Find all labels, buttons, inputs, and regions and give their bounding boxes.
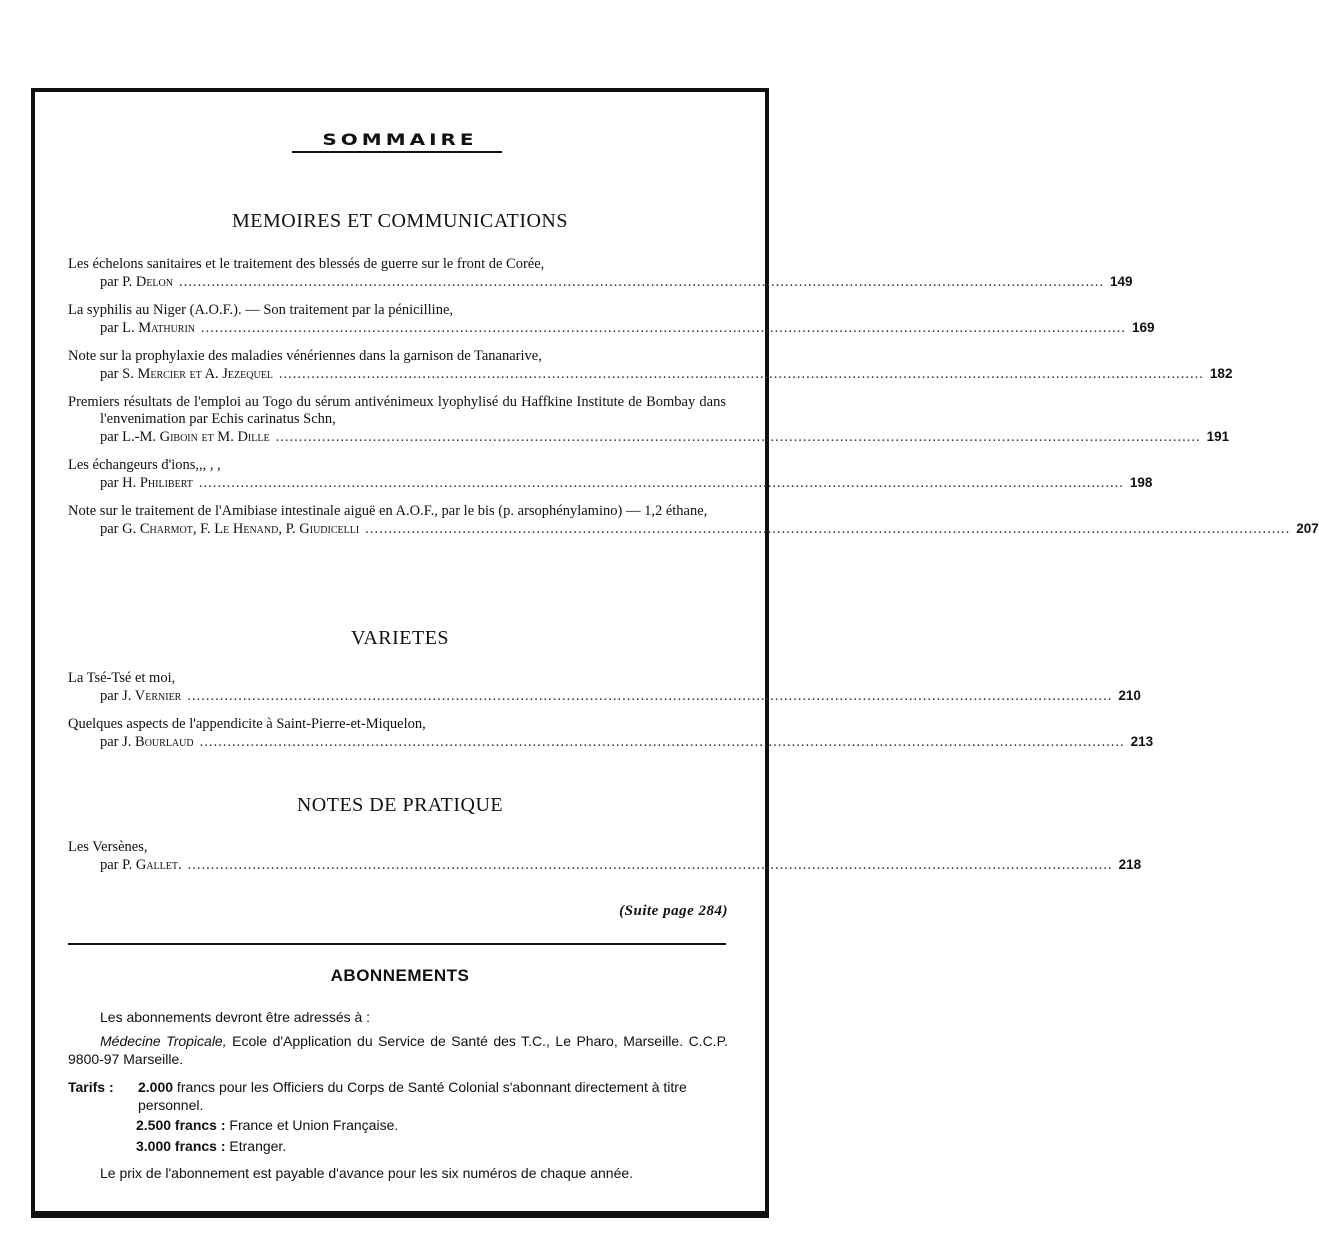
- abonnements-intro-text: Les abonnements devront être adressés à :: [100, 1009, 371, 1025]
- address-text: Ecole d'Application du Service de Santé des T.C., Le Pharo, Marseille. C.C.P. 9800-97 Marseille.: [68, 1033, 728, 1067]
- tarif-3: [68, 1137, 728, 1155]
- toc-entry-title: Quelques aspects de l'appendicite à Saint-Pierre-et-Miquelon,: [68, 716, 426, 732]
- toc-entry-title: Les échangeurs d'ions,,, , ,: [68, 457, 221, 473]
- tarif-3-price: 3.000 francs :: [136, 1138, 226, 1154]
- entries-varietes: [68, 670, 1154, 762]
- toc-entry-page: 218: [1118, 857, 1142, 872]
- toc-entry: [68, 256, 1133, 291]
- section-divider: [68, 943, 726, 945]
- toc-entry-author-block: [100, 734, 194, 751]
- toc-entry-title: La Tsé-Tsé et moi,: [68, 670, 176, 686]
- tarif-1-text: francs pour les Officiers du Corps de Santé Colonial s'abonnant directement à titre personnel.: [138, 1079, 687, 1113]
- section-heading-notes: NOTES DE PRATIQUE: [296, 794, 504, 816]
- toc-entry: [68, 394, 1230, 446]
- toc-entry-page: 169: [1132, 320, 1155, 335]
- sommaire-underline: [292, 151, 502, 153]
- toc-entry-author: L. Mathurin: [122, 320, 196, 336]
- toc-leader-dots: ........................................................................................................................................................................................................: [178, 274, 1104, 290]
- toc-entry-byline: [68, 365, 1233, 383]
- toc-entry: [68, 670, 1141, 705]
- toc-entry-author-prefix: par: [100, 320, 119, 336]
- toc-entry-author-block: [100, 320, 195, 337]
- tarif-1-price: 2.000: [138, 1079, 174, 1095]
- toc-entry-author-block: [100, 366, 273, 383]
- tarif-2-text: France et Union Française.: [225, 1117, 399, 1133]
- journal-name: Médecine Tropicale,: [100, 1033, 227, 1049]
- abonnements-note-text: Le prix de l'abonnement est payable d'avance pour les six numéros de chaque année.: [100, 1165, 634, 1181]
- toc-entry-title: Premiers résultats de l'emploi au Togo du sérum antivénimeux lyophylisé du Haffkine Institute de Bombay dans l'envenimation par Echis carinatus Schn,: [68, 394, 726, 427]
- entries-notes: [68, 839, 1142, 885]
- toc-entry: [68, 716, 1154, 751]
- section-heading-varietes: VARIETES: [350, 627, 450, 649]
- toc-entry-author-block: [100, 274, 173, 291]
- tarif-1: [138, 1078, 728, 1114]
- section-heading-memoires: MEMOIRES ET COMMUNICATIONS: [232, 210, 568, 232]
- toc-entry: [68, 348, 1233, 383]
- toc-entry-author-block: [100, 521, 359, 538]
- toc-entry-author-prefix: par: [100, 734, 119, 750]
- toc-entry-title: Note sur la prophylaxie des maladies vénériennes dans la garnison de Tananarive,: [68, 348, 542, 364]
- abonnements-intro: [68, 1008, 728, 1026]
- toc-entry-byline: [68, 474, 1153, 492]
- entries-memoires: [68, 256, 1319, 549]
- toc-entry-title: La syphilis au Niger (A.O.F.). — Son traitement par la pénicilline,: [68, 302, 454, 318]
- toc-leader-dots: ........................................................................................................................................................................................................: [187, 857, 1113, 873]
- abonnements-title: ABONNEMENTS: [330, 966, 470, 985]
- toc-entry: [68, 457, 1153, 492]
- sommaire-title: SOMMAIRE: [322, 130, 478, 149]
- continued-note: (Suite page 284): [619, 903, 728, 919]
- toc-entry-author-prefix: par: [100, 521, 119, 537]
- tarif-2-price: 2.500 francs :: [136, 1117, 226, 1133]
- tarif-2: [68, 1116, 728, 1134]
- abonnements-address: [68, 1032, 728, 1068]
- toc-entry-page: 213: [1130, 734, 1154, 749]
- toc-entry-author-prefix: par: [100, 475, 119, 491]
- toc-entry-page: 198: [1129, 475, 1153, 490]
- toc-entry-author: P. Delon: [122, 274, 173, 290]
- toc-entry-byline: [68, 520, 1319, 538]
- toc-entry-title: Les Versènes,: [68, 839, 148, 855]
- toc-entry: [68, 503, 1319, 538]
- toc-leader-dots: ........................................................................................................................................................................................................: [275, 429, 1201, 445]
- toc-entry-title: Note sur le traitement de l'Amibiase intestinale aiguë en A.O.F., par le bis (p. arsophénylamino) — 1,2 éthane,: [68, 503, 708, 519]
- toc-entry-byline: [68, 733, 1154, 751]
- toc-entry-byline: [68, 856, 1142, 874]
- toc-entry-author: H. Philibert: [122, 475, 193, 491]
- toc-entry-byline: [68, 687, 1141, 705]
- toc-entry-author-prefix: par: [100, 688, 119, 704]
- toc-entry-author-block: [100, 429, 270, 446]
- toc-entry-title: Les échelons sanitaires et le traitement des blessés de guerre sur le front de Corée,: [68, 256, 545, 272]
- tarifs-block: [68, 1078, 728, 1114]
- toc-leader-dots: ........................................................................................................................................................................................................: [199, 734, 1125, 750]
- toc-entry-author-prefix: par: [100, 429, 119, 445]
- toc-entry-author-prefix: par: [100, 857, 119, 873]
- toc-entry-author-block: [100, 475, 193, 492]
- toc-entry-author: J. Bourlaud: [122, 734, 194, 750]
- toc-entry-page: 210: [1118, 688, 1141, 703]
- tarifs-label: Tarifs :: [68, 1079, 114, 1095]
- toc-leader-dots: ........................................................................................................................................................................................................: [187, 688, 1113, 704]
- toc-entry-author-prefix: par: [100, 274, 119, 290]
- toc-entry-page: 191: [1206, 429, 1230, 444]
- toc-entry-byline: [68, 273, 1133, 291]
- toc-leader-dots: ........................................................................................................................................................................................................: [201, 320, 1127, 336]
- toc-entry: [68, 302, 1155, 337]
- toc-entry-author: S. Mercier et A. Jezequel: [122, 366, 273, 382]
- toc-entry-page: 182: [1209, 366, 1233, 381]
- toc-entry-byline: [68, 428, 1230, 446]
- toc-entry-byline: [68, 319, 1155, 337]
- toc-leader-dots: ........................................................................................................................................................................................................: [198, 475, 1124, 491]
- toc-entry-author: J. Vernier: [122, 688, 182, 704]
- abonnements-note: [68, 1164, 728, 1182]
- toc-entry-author-block: [100, 857, 182, 874]
- toc-entry-author: L.-M. Giboin et M. Dille: [122, 429, 270, 445]
- toc-entry: [68, 839, 1142, 874]
- toc-entry-author-prefix: par: [100, 366, 119, 382]
- toc-entry-author-block: [100, 688, 181, 705]
- tarif-3-text: Etranger.: [225, 1138, 287, 1154]
- toc-entry-author: P. Gallet.: [122, 857, 182, 873]
- toc-leader-dots: ........................................................................................................................................................................................................: [278, 366, 1204, 382]
- toc-entry-author: G. Charmot, F. Le Henand, P. Giudicelli: [122, 521, 360, 537]
- toc-entry-page: 207: [1296, 521, 1319, 536]
- toc-leader-dots: ........................................................................................................................................................................................................: [365, 521, 1291, 537]
- toc-entry-page: 149: [1109, 274, 1133, 289]
